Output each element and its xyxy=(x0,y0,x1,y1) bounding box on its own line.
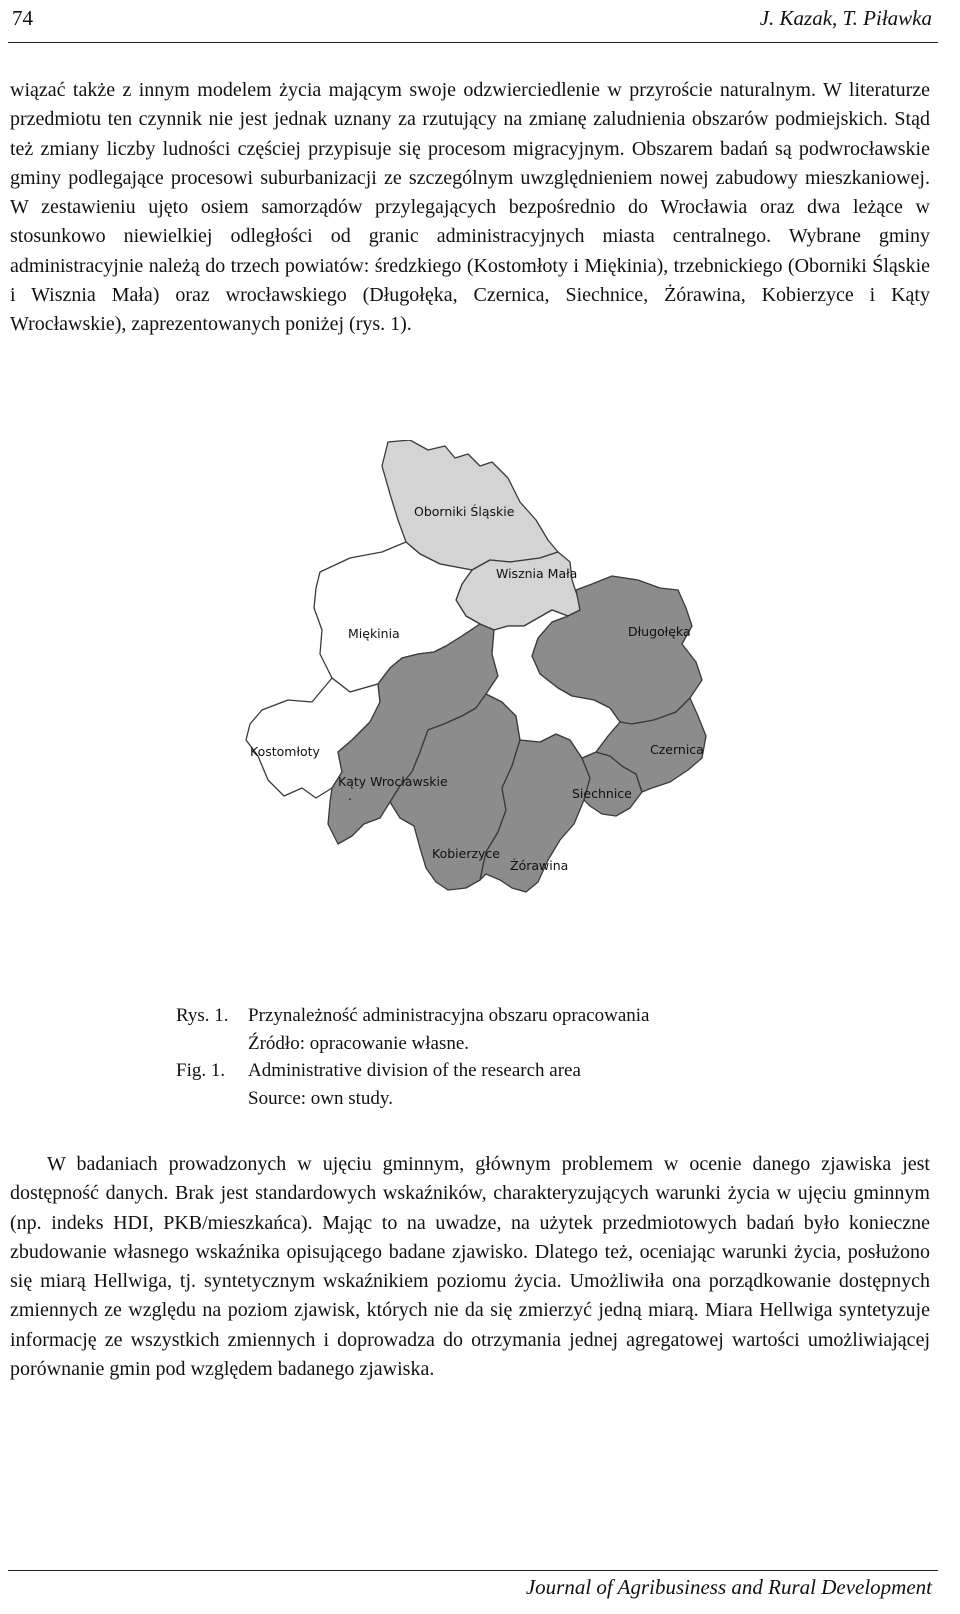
running-head-authors: J. Kazak, T. Piławka xyxy=(759,6,932,30)
caption-fig-source: Source: own study. xyxy=(248,1087,393,1109)
label-dlugoleka: Długołęka xyxy=(628,624,691,639)
caption-fig-label: Fig. 1. xyxy=(176,1060,226,1081)
label-zorawina: Żórawina xyxy=(510,858,569,873)
caption-rys-source: Źródło: opracowanie własne. xyxy=(248,1032,470,1054)
label-kobierzyce: Kobierzyce xyxy=(432,846,500,861)
caption-fig-title: Administrative division of the research area xyxy=(248,1060,581,1081)
caption-row-fig-source xyxy=(176,1085,649,1113)
label-katy: Kąty Wrocławskie xyxy=(338,774,448,789)
page-header xyxy=(8,0,938,43)
body-paragraph-2: W badaniach prowadzonych w ujęciu gminnym, głównym problemem w ocenie danego zjawiska jest dostępność danych. Brak jest standardowych wskaźników, charakteryzujących warunki życia w ujęciu gminnym (np. indeks HDI, PKB/mieszkańca). Mając to na uwadze, na użytek przedmiotowych badań było konieczne zbudowanie własnego wskaźnika opisującego badane zjawisko. Dlatego też, oceniając warunki życia, posłużono się miarą Hellwiga, tj. syntetycznym wskaźnikiem poziomu życia. Umożliwiła ona porządkowanie dostępnych zmiennych ze względu na poziom zjawisk, których nie da się zmierzyć jedną miarą. Miara Hellwiga syntetyzuje informację ze wszystkich zmiennych i doprowadza do otrzymania jednej agregatowej wartości umożliwiającej porównanie gmin pod względem badanego zjawiska. xyxy=(10,1153,930,1381)
caption-row-fig xyxy=(176,1057,649,1085)
label-czernica: Czernica xyxy=(650,742,704,757)
label-siechnice: Siechnice xyxy=(572,786,632,801)
caption-row-rys xyxy=(176,1002,649,1030)
label-wisznia: Wisznia Mała xyxy=(496,566,578,581)
caption-row-rys-source xyxy=(176,1030,649,1058)
label-katy-dot: . xyxy=(348,788,352,803)
body-paragraph-1: wiązać także z innym modelem życia mającym swoje odzwierciedlenie w przyroście naturalnym. W literaturze przedmiotu ten czynnik nie jest jednak uznany za rzutujący na zmianę zaludnienia obszarów podmiejskich. Stąd też zmiany liczby ludności częściej przypisuje się procesom migracyjnym. Obszarem badań są podwrocławskie gminy podlegające procesowi suburbanizacji ze szczególnym uwzględnieniem nowej zabudowy mieszkaniowej. W zestawieniu ujęto osiem samorządów przylegających bezpośrednio do Wrocławia oraz dwa leżące w stosunkowo niewielkiej odległości od granic administracyjnych miasta centralnego. Wybrane gminy administracyjnie należą do trzech powiatów: średzkiego (Kostomłoty i Miękinia), trzebnickiego (Oborniki Śląskie i Wisznia Mała) oraz wrocławskiego (Długołęka, Czernica, Siechnice, Żórawina, Kobierzyce i Kąty Wrocławskie), zaprezentowanych poniżej (rys. 1). xyxy=(10,79,930,336)
label-miekinia: Miękinia xyxy=(348,626,400,641)
administrative-map xyxy=(240,440,720,1000)
page-footer xyxy=(8,1570,938,1599)
journal-name: Journal of Agribusiness and Rural Development xyxy=(525,1575,932,1599)
caption-rys-label: Rys. 1. xyxy=(176,1005,229,1026)
caption-rys-title: Przynależność administracyjna obszaru opracowania xyxy=(248,1005,650,1026)
label-oborniki: Oborniki Śląskie xyxy=(414,504,515,519)
page-number: 74 xyxy=(12,6,33,30)
label-kostomloty: Kostomłoty xyxy=(250,744,320,759)
figure-caption xyxy=(176,1002,649,1112)
